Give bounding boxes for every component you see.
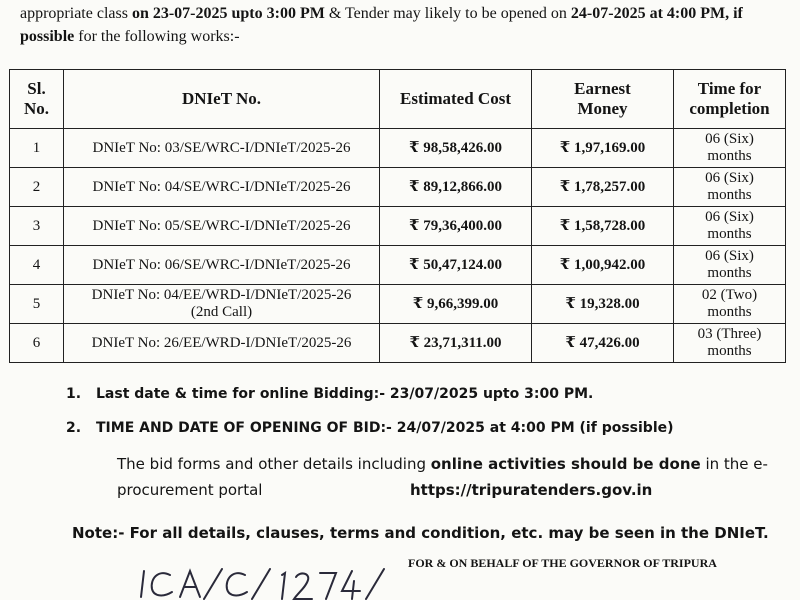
header-time: Time for completion: [674, 70, 786, 129]
on-behalf-line: FOR & ON BEHALF OF THE GOVERNOR OF TRIPURA: [408, 556, 717, 570]
cell-earnest: ₹ 1,00,942.00: [532, 246, 674, 285]
table-row: [10, 246, 786, 285]
cell-earnest: ₹ 1,97,169.00: [532, 129, 674, 168]
portal-text-1: The bid forms and other details including: [117, 455, 431, 473]
table-header-row: [10, 70, 786, 129]
cell-dniet: DNIeT No: 26/EE/WRD-I/DNIeT/2025-26: [64, 324, 380, 363]
cell-time: 06 (Six) months: [674, 129, 786, 168]
cell-dniet-sub: (2nd Call): [190, 304, 253, 320]
cell-cost: ₹ 23,71,311.00: [380, 324, 532, 363]
handwritten-reference: [130, 565, 390, 600]
cell-slno: 3: [10, 207, 64, 246]
header-cost: Estimated Cost: [380, 70, 532, 129]
cell-slno: 5: [10, 285, 64, 324]
note-line: Note:- For all details, clauses, terms and condition, etc. may be seen in the DNIeT.: [72, 524, 769, 542]
cell-time: 06 (Six) months: [674, 246, 786, 285]
point-number: 1.: [66, 386, 82, 402]
intro-text-1: appropriate class: [20, 5, 132, 22]
intro-text-2: & Tender may likely to be opened on: [324, 5, 571, 22]
cell-time: 06 (Six) months: [674, 207, 786, 246]
header-earnest: Earnest Money: [532, 70, 674, 129]
cell-cost: ₹ 79,36,400.00: [380, 207, 532, 246]
point-item: [66, 386, 593, 402]
table-row: [10, 168, 786, 207]
opening-date: 24-07-2025 at 4:00 PM, if possible: [20, 5, 743, 45]
cell-slno: 6: [10, 324, 64, 363]
bid-deadline: on 23-07-2025 upto 3:00 PM: [131, 5, 325, 22]
cell-dniet: DNIeT No: 03/SE/WRC-I/DNIeT/2025-26: [64, 129, 380, 168]
tender-table: [9, 69, 786, 363]
intro-text-3: for the following works:-: [74, 28, 240, 45]
cell-slno: 1: [10, 129, 64, 168]
cell-cost: ₹ 9,66,399.00: [380, 285, 532, 324]
point-text: Last date & time for online Bidding:- 23/07/2025 upto 3:00 PM.: [96, 386, 594, 402]
cell-cost: ₹ 98,58,426.00: [380, 129, 532, 168]
header-dniet: DNIeT No.: [64, 70, 380, 129]
table-row: [10, 129, 786, 168]
table-row: [10, 207, 786, 246]
cell-time: 06 (Six) months: [674, 168, 786, 207]
cell-dniet: DNIeT No: 05/SE/WRC-I/DNIeT/2025-26: [64, 207, 380, 246]
header-slno: Sl. No.: [10, 70, 64, 129]
cell-cost: ₹ 89,12,866.00: [380, 168, 532, 207]
cell-dniet: DNIeT No: 06/SE/WRC-I/DNIeT/2025-26: [64, 246, 380, 285]
point-number: 2.: [66, 420, 82, 436]
cell-dniet: DNIeT No: 04/EE/WRD-I/DNIeT/2025-26 (2nd Call): [64, 285, 380, 324]
table-row: [10, 324, 786, 363]
cell-earnest: ₹ 1,58,728.00: [532, 207, 674, 246]
table-row: [10, 285, 786, 324]
portal-text-2: in the e-procurement portal: [117, 455, 768, 499]
cell-slno: 2: [10, 168, 64, 207]
portal-link[interactable]: https://tripuratenders.gov.in: [410, 481, 653, 499]
intro-paragraph: [20, 2, 790, 48]
point-item: [66, 420, 674, 436]
cell-earnest: ₹ 19,328.00: [532, 285, 674, 324]
cell-slno: 4: [10, 246, 64, 285]
cell-dniet: DNIeT No: 04/SE/WRC-I/DNIeT/2025-26: [64, 168, 380, 207]
portal-paragraph: [117, 451, 797, 503]
cell-earnest: ₹ 47,426.00: [532, 324, 674, 363]
point-text: TIME AND DATE OF OPENING OF BID:- 24/07/2025 at 4:00 PM (if possible): [96, 420, 674, 436]
cell-cost: ₹ 50,47,124.00: [380, 246, 532, 285]
cell-earnest: ₹ 1,78,257.00: [532, 168, 674, 207]
cell-time: 03 (Three) months: [674, 324, 786, 363]
cell-time: 02 (Two) months: [674, 285, 786, 324]
portal-bold-text: online activities should be done: [430, 455, 701, 473]
